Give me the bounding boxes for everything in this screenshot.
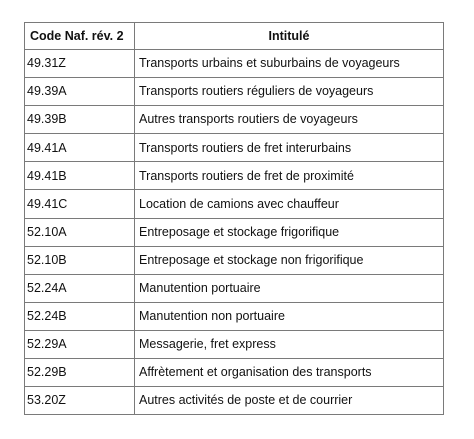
table-row <box>25 387 444 415</box>
table-row <box>25 162 444 190</box>
table-row <box>25 50 444 78</box>
naf-label-cell: Transports routiers réguliers de voyageurs <box>135 78 444 106</box>
table-row <box>25 359 444 387</box>
naf-label-cell: Entreposage et stockage frigorifique <box>135 218 444 246</box>
naf-code-cell: 52.24A <box>25 274 135 302</box>
naf-code-cell: 52.10A <box>25 218 135 246</box>
table-row <box>25 218 444 246</box>
naf-code-cell: 52.29B <box>25 359 135 387</box>
table-header <box>25 23 444 50</box>
table-row <box>25 246 444 274</box>
naf-label-cell: Transports urbains et suburbains de voyageurs <box>135 50 444 78</box>
header-row <box>25 23 444 50</box>
naf-code-cell: 49.41A <box>25 134 135 162</box>
naf-label-cell: Manutention portuaire <box>135 274 444 302</box>
table-row <box>25 106 444 134</box>
naf-label-cell: Transports routiers de fret de proximité <box>135 162 444 190</box>
naf-label-cell: Autres transports routiers de voyageurs <box>135 106 444 134</box>
naf-label-cell: Location de camions avec chauffeur <box>135 190 444 218</box>
naf-label-cell: Autres activités de poste et de courrier <box>135 387 444 415</box>
naf-code-cell: 52.29A <box>25 330 135 358</box>
table-row <box>25 78 444 106</box>
naf-label-cell: Transports routiers de fret interurbains <box>135 134 444 162</box>
naf-code-cell: 52.24B <box>25 302 135 330</box>
naf-code-cell: 53.20Z <box>25 387 135 415</box>
naf-code-cell: 49.41C <box>25 190 135 218</box>
table-row <box>25 274 444 302</box>
header-code: Code Naf. rév. 2 <box>25 23 135 50</box>
header-label: Intitulé <box>135 23 444 50</box>
naf-code-cell: 49.31Z <box>25 50 135 78</box>
naf-code-cell: 49.39B <box>25 106 135 134</box>
naf-code-cell: 52.10B <box>25 246 135 274</box>
naf-label-cell: Entreposage et stockage non frigorifique <box>135 246 444 274</box>
naf-label-cell: Messagerie, fret express <box>135 330 444 358</box>
table-row <box>25 134 444 162</box>
naf-code-cell: 49.41B <box>25 162 135 190</box>
table-row <box>25 330 444 358</box>
table-body <box>25 50 444 415</box>
naf-label-cell: Affrètement et organisation des transports <box>135 359 444 387</box>
naf-code-table <box>24 22 444 415</box>
table-row <box>25 190 444 218</box>
naf-code-cell: 49.39A <box>25 78 135 106</box>
table-row <box>25 302 444 330</box>
naf-label-cell: Manutention non portuaire <box>135 302 444 330</box>
